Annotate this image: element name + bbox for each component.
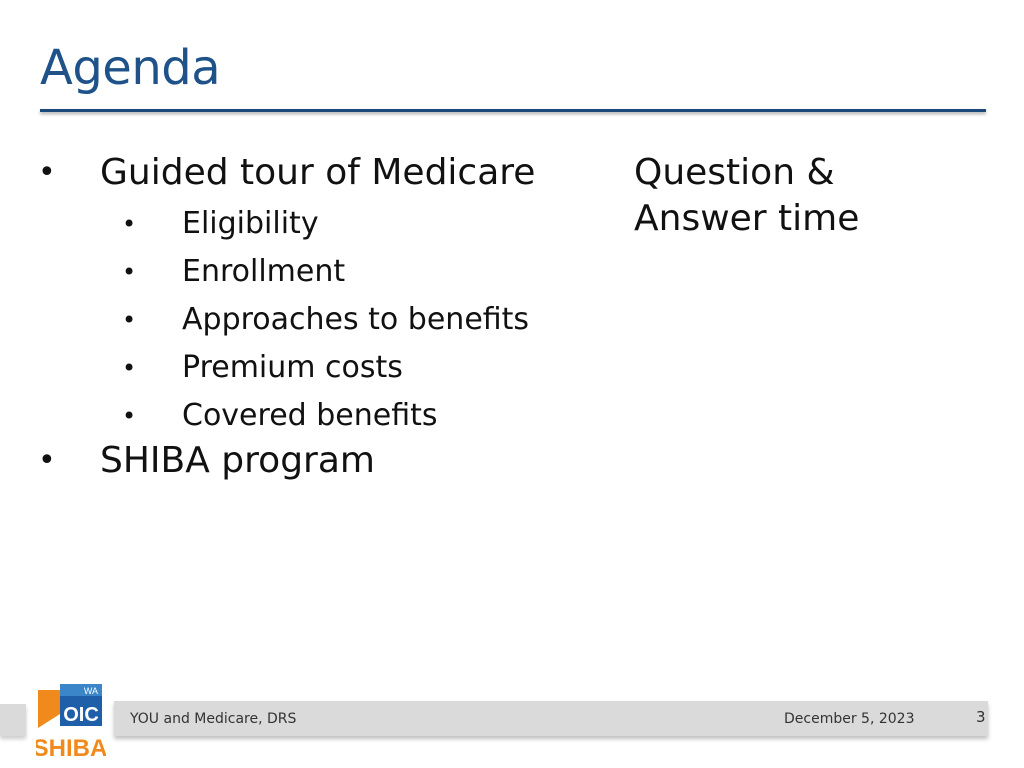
footer-date: December 5, 2023 [784, 711, 915, 727]
agenda-list [36, 150, 596, 484]
slide-title: Agenda [40, 40, 221, 96]
agenda-subitem-text: Covered benefits [182, 398, 438, 433]
agenda-subitem-text: Approaches to benefits [182, 302, 530, 337]
bullet-icon: • [122, 210, 137, 238]
agenda-item [36, 150, 596, 196]
title-underline [40, 109, 986, 112]
agenda-subitem [36, 200, 596, 248]
bullet-icon: • [122, 258, 137, 286]
logo-program-text: SHIBA [36, 735, 106, 760]
agenda-subitem [36, 296, 596, 344]
logo-org-text: OIC [63, 704, 99, 726]
agenda-sublist [36, 200, 596, 440]
qa-column [634, 150, 974, 242]
bullet-icon: • [38, 155, 56, 190]
agenda-subitem-text: Premium costs [182, 350, 403, 385]
agenda-subitem-text: Enrollment [182, 254, 346, 289]
agenda-item [36, 438, 596, 484]
logo-state-text: WA [83, 686, 98, 696]
agenda-subitem [36, 344, 596, 392]
footer-accent [0, 704, 26, 736]
shiba-logo [36, 684, 106, 760]
footer-title: YOU and Medicare, DRS [130, 711, 297, 727]
bullet-icon: • [122, 354, 137, 382]
bullet-icon: • [38, 443, 56, 478]
bullet-icon: • [122, 306, 137, 334]
agenda-item-text: Guided tour of Medicare [100, 152, 536, 193]
agenda-subitem [36, 392, 596, 440]
page-number: 3 [976, 708, 986, 726]
agenda-subitem [36, 248, 596, 296]
agenda-item-text: SHIBA program [100, 440, 375, 481]
qa-line: Answer time [634, 198, 860, 239]
bullet-icon: • [122, 402, 137, 430]
qa-line: Question & [634, 152, 835, 193]
agenda-subitem-text: Eligibility [182, 206, 319, 241]
